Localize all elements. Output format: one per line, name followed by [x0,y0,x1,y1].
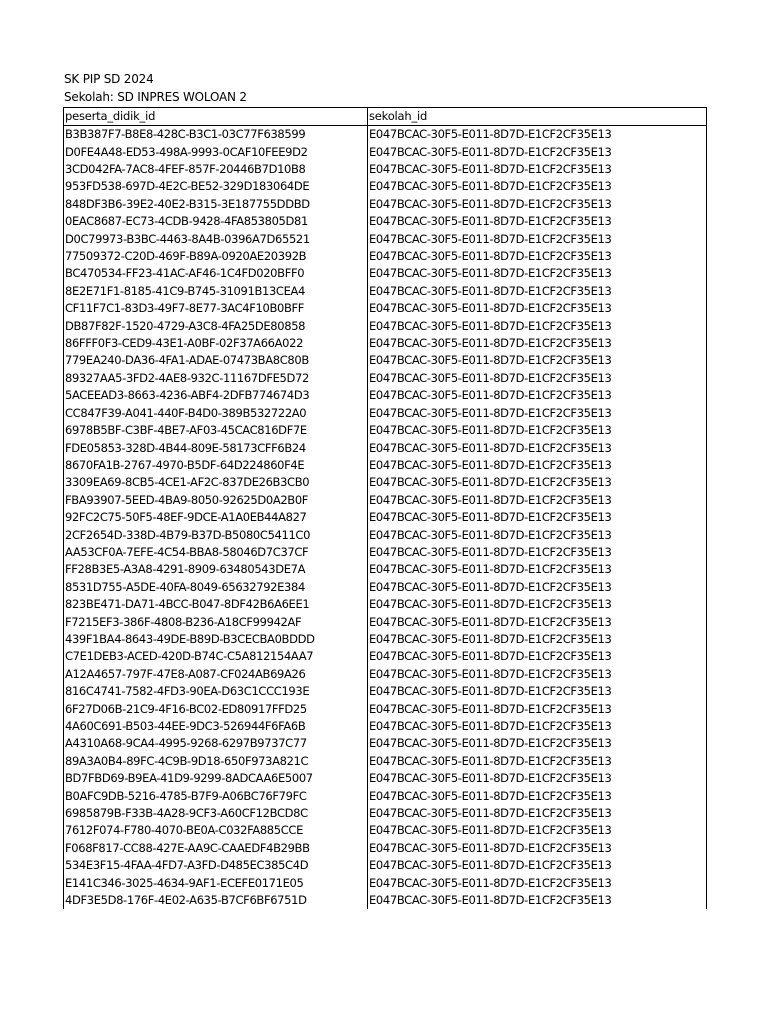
cell-sekolah-id: E047BCAC-30F5-E011-8D7D-E1CF2CF35E13 [368,561,707,578]
table-row [64,735,707,752]
cell-sekolah-id: E047BCAC-30F5-E011-8D7D-E1CF2CF35E13 [368,231,707,248]
cell-peserta-didik-id: 439F1BA4-8643-49DE-B89D-B3CECBA0BDDD [64,631,368,648]
table-row [64,875,707,892]
table-row [64,161,707,178]
cell-peserta-didik-id: 6978B5BF-C3BF-4BE7-AF03-45CAC816DF7E [64,422,368,439]
table-row [64,561,707,578]
table-row [64,144,707,161]
cell-peserta-didik-id: 6F27D06B-21C9-4F16-BC02-ED80917FFD25 [64,701,368,718]
cell-peserta-didik-id: 534E3F15-4FAA-4FD7-A3FD-D485EC385C4D [64,857,368,874]
cell-peserta-didik-id: 77509372-C20D-469F-B89A-0920AE20392B [64,248,368,265]
cell-peserta-didik-id: 89327AA5-3FD2-4AE8-932C-11167DFE5D72 [64,370,368,387]
cell-sekolah-id: E047BCAC-30F5-E011-8D7D-E1CF2CF35E13 [368,248,707,265]
table-row [64,892,707,909]
table-row [64,457,707,474]
table-row [64,788,707,805]
table-row [64,753,707,770]
cell-sekolah-id: E047BCAC-30F5-E011-8D7D-E1CF2CF35E13 [368,474,707,491]
cell-sekolah-id: E047BCAC-30F5-E011-8D7D-E1CF2CF35E13 [368,770,707,787]
table-row [64,178,707,195]
cell-sekolah-id: E047BCAC-30F5-E011-8D7D-E1CF2CF35E13 [368,735,707,752]
table-header-row [64,107,707,125]
cell-peserta-didik-id: A12A4657-797F-47E8-A087-CF024AB69A26 [64,666,368,683]
cell-sekolah-id: E047BCAC-30F5-E011-8D7D-E1CF2CF35E13 [368,265,707,282]
cell-peserta-didik-id: 848DF3B6-39E2-40E2-B315-3E187755DDBD [64,196,368,213]
cell-peserta-didik-id: 3CD042FA-7AC8-4FEF-857F-20446B7D10B8 [64,161,368,178]
cell-sekolah-id: E047BCAC-30F5-E011-8D7D-E1CF2CF35E13 [368,405,707,422]
cell-sekolah-id: E047BCAC-30F5-E011-8D7D-E1CF2CF35E13 [368,213,707,230]
cell-peserta-didik-id: 89A3A0B4-89FC-4C9B-9D18-650F973A821C [64,753,368,770]
school-name-line: Sekolah: SD INPRES WOLOAN 2 [64,90,247,105]
document-title: SK PIP SD 2024 [64,72,154,86]
cell-sekolah-id: E047BCAC-30F5-E011-8D7D-E1CF2CF35E13 [368,683,707,700]
cell-peserta-didik-id: 86FFF0F3-CED9-43E1-A0BF-02F37A66A022 [64,335,368,352]
cell-sekolah-id: E047BCAC-30F5-E011-8D7D-E1CF2CF35E13 [368,126,707,144]
cell-peserta-didik-id: 5ACEEAD3-8663-4236-ABF4-2DFB774674D3 [64,387,368,404]
cell-sekolah-id: E047BCAC-30F5-E011-8D7D-E1CF2CF35E13 [368,788,707,805]
table-row [64,352,707,369]
cell-sekolah-id: E047BCAC-30F5-E011-8D7D-E1CF2CF35E13 [368,875,707,892]
cell-peserta-didik-id: FDE05853-328D-4B44-809E-58173CFF6B24 [64,440,368,457]
cell-peserta-didik-id: 823BE471-DA71-4BCC-B047-8DF42B6A6EE1 [64,596,368,613]
table-row [64,840,707,857]
cell-peserta-didik-id: 779EA240-DA36-4FA1-ADAE-07473BA8C80B [64,352,368,369]
table-row [64,231,707,248]
cell-peserta-didik-id: F068F817-CC88-427E-AA9C-CAAEDF4B29BB [64,840,368,857]
cell-peserta-didik-id: CC847F39-A041-440F-B4D0-389B532722A0 [64,405,368,422]
cell-peserta-didik-id: 953FD538-697D-4E2C-BE52-329D183064DE [64,178,368,195]
cell-sekolah-id: E047BCAC-30F5-E011-8D7D-E1CF2CF35E13 [368,509,707,526]
cell-peserta-didik-id: FBA93907-5EED-4BA9-8050-92625D0A2B0F [64,492,368,509]
table-row [64,579,707,596]
table-row [64,770,707,787]
cell-sekolah-id: E047BCAC-30F5-E011-8D7D-E1CF2CF35E13 [368,352,707,369]
cell-peserta-didik-id: 4A60C691-B503-44EE-9DC3-526944F6FA6B [64,718,368,735]
cell-sekolah-id: E047BCAC-30F5-E011-8D7D-E1CF2CF35E13 [368,161,707,178]
cell-peserta-didik-id: E141C346-3025-4634-9AF1-ECEFE0171E05 [64,875,368,892]
cell-peserta-didik-id: B0AFC9DB-5216-4785-B7F9-A06BC76F79FC [64,788,368,805]
table-row [64,300,707,317]
table-body [64,126,707,910]
cell-sekolah-id: E047BCAC-30F5-E011-8D7D-E1CF2CF35E13 [368,753,707,770]
cell-sekolah-id: E047BCAC-30F5-E011-8D7D-E1CF2CF35E13 [368,701,707,718]
cell-sekolah-id: E047BCAC-30F5-E011-8D7D-E1CF2CF35E13 [368,178,707,195]
cell-peserta-didik-id: 6985879B-F33B-4A28-9CF3-A60CF12BCD8C [64,805,368,822]
cell-sekolah-id: E047BCAC-30F5-E011-8D7D-E1CF2CF35E13 [368,840,707,857]
cell-sekolah-id: E047BCAC-30F5-E011-8D7D-E1CF2CF35E13 [368,370,707,387]
cell-peserta-didik-id: BD7FBD69-B9EA-41D9-9299-8ADCAA6E5007 [64,770,368,787]
cell-peserta-didik-id: 3309EA69-8CB5-4CE1-AF2C-837DE26B3CB0 [64,474,368,491]
cell-sekolah-id: E047BCAC-30F5-E011-8D7D-E1CF2CF35E13 [368,666,707,683]
cell-sekolah-id: E047BCAC-30F5-E011-8D7D-E1CF2CF35E13 [368,457,707,474]
cell-sekolah-id: E047BCAC-30F5-E011-8D7D-E1CF2CF35E13 [368,718,707,735]
cell-peserta-didik-id: D0C79973-B3BC-4463-8A4B-0396A7D65521 [64,231,368,248]
table-row [64,213,707,230]
cell-peserta-didik-id: DB87F82F-1520-4729-A3C8-4FA25DE80858 [64,318,368,335]
cell-sekolah-id: E047BCAC-30F5-E011-8D7D-E1CF2CF35E13 [368,544,707,561]
cell-sekolah-id: E047BCAC-30F5-E011-8D7D-E1CF2CF35E13 [368,300,707,317]
cell-peserta-didik-id: 8531D755-A5DE-40FA-8049-65632792E384 [64,579,368,596]
cell-peserta-didik-id: 8670FA1B-2767-4970-B5DF-64D224860F4E [64,457,368,474]
cell-sekolah-id: E047BCAC-30F5-E011-8D7D-E1CF2CF35E13 [368,440,707,457]
table-row [64,283,707,300]
table-row [64,648,707,665]
cell-sekolah-id: E047BCAC-30F5-E011-8D7D-E1CF2CF35E13 [368,335,707,352]
table-row [64,196,707,213]
column-header-sekolah-id: sekolah_id [368,107,707,125]
cell-sekolah-id: E047BCAC-30F5-E011-8D7D-E1CF2CF35E13 [368,318,707,335]
cell-sekolah-id: E047BCAC-30F5-E011-8D7D-E1CF2CF35E13 [368,422,707,439]
cell-peserta-didik-id: 816C4741-7582-4FD3-90EA-D63C1CCC193E [64,683,368,700]
cell-sekolah-id: E047BCAC-30F5-E011-8D7D-E1CF2CF35E13 [368,596,707,613]
table-row [64,492,707,509]
cell-sekolah-id: E047BCAC-30F5-E011-8D7D-E1CF2CF35E13 [368,805,707,822]
table-row [64,718,707,735]
cell-sekolah-id: E047BCAC-30F5-E011-8D7D-E1CF2CF35E13 [368,527,707,544]
cell-peserta-didik-id: C7E1DEB3-ACED-420D-B74C-C5A812154AA7 [64,648,368,665]
cell-peserta-didik-id: FF28B3E5-A3A8-4291-8909-63480543DE7A [64,561,368,578]
cell-sekolah-id: E047BCAC-30F5-E011-8D7D-E1CF2CF35E13 [368,492,707,509]
table-row [64,318,707,335]
cell-peserta-didik-id: B3B387F7-B8E8-428C-B3C1-03C77F638599 [64,126,368,144]
table-row [64,666,707,683]
cell-peserta-didik-id: 2CF2654D-338D-4B79-B37D-B5080C5411C0 [64,527,368,544]
cell-sekolah-id: E047BCAC-30F5-E011-8D7D-E1CF2CF35E13 [368,822,707,839]
cell-peserta-didik-id: 7612F074-F780-4070-BE0A-C032FA885CCE [64,822,368,839]
table-row [64,805,707,822]
table-row [64,596,707,613]
table-row [64,857,707,874]
cell-sekolah-id: E047BCAC-30F5-E011-8D7D-E1CF2CF35E13 [368,387,707,404]
cell-sekolah-id: E047BCAC-30F5-E011-8D7D-E1CF2CF35E13 [368,144,707,161]
cell-peserta-didik-id: 0EAC8687-EC73-4CDB-9428-4FA853805D81 [64,213,368,230]
cell-peserta-didik-id: AA53CF0A-7EFE-4C54-BBA8-58046D7C37CF [64,544,368,561]
table-row [64,422,707,439]
table-row [64,335,707,352]
table-row [64,248,707,265]
cell-sekolah-id: E047BCAC-30F5-E011-8D7D-E1CF2CF35E13 [368,614,707,631]
cell-sekolah-id: E047BCAC-30F5-E011-8D7D-E1CF2CF35E13 [368,283,707,300]
cell-sekolah-id: E047BCAC-30F5-E011-8D7D-E1CF2CF35E13 [368,648,707,665]
cell-peserta-didik-id: 4DF3E5D8-176F-4E02-A635-B7CF6BF6751D [64,892,368,909]
cell-peserta-didik-id: 8E2E71F1-8185-41C9-B745-31091B13CEA4 [64,283,368,300]
table-row [64,701,707,718]
column-header-peserta-didik-id: peserta_didik_id [64,107,368,125]
table-row [64,474,707,491]
table-row [64,440,707,457]
cell-sekolah-id: E047BCAC-30F5-E011-8D7D-E1CF2CF35E13 [368,579,707,596]
table-row [64,631,707,648]
cell-sekolah-id: E047BCAC-30F5-E011-8D7D-E1CF2CF35E13 [368,196,707,213]
table-row [64,126,707,144]
table-row [64,544,707,561]
table-row [64,509,707,526]
cell-peserta-didik-id: D0FE4A48-ED53-498A-9993-0CAF10FEE9D2 [64,144,368,161]
cell-peserta-didik-id: A4310A68-9CA4-4995-9268-6297B9737C77 [64,735,368,752]
cell-peserta-didik-id: 92FC2C75-50F5-48EF-9DCE-A1A0EB44A827 [64,509,368,526]
table-row [64,683,707,700]
table-row [64,387,707,404]
cell-sekolah-id: E047BCAC-30F5-E011-8D7D-E1CF2CF35E13 [368,857,707,874]
cell-peserta-didik-id: BC470534-FF23-41AC-AF46-1C4FD020BFF0 [64,265,368,282]
table-row [64,370,707,387]
table-row [64,527,707,544]
cell-sekolah-id: E047BCAC-30F5-E011-8D7D-E1CF2CF35E13 [368,892,707,909]
table-row [64,822,707,839]
student-table [63,107,707,910]
cell-sekolah-id: E047BCAC-30F5-E011-8D7D-E1CF2CF35E13 [368,631,707,648]
table-row [64,614,707,631]
document-sheet [63,70,706,909]
cell-peserta-didik-id: F7215EF3-386F-4808-B236-A18CF99942AF [64,614,368,631]
table-row [64,265,707,282]
cell-peserta-didik-id: CF11F7C1-83D3-49F7-8E77-3AC4F10B0BFF [64,300,368,317]
table-row [64,405,707,422]
